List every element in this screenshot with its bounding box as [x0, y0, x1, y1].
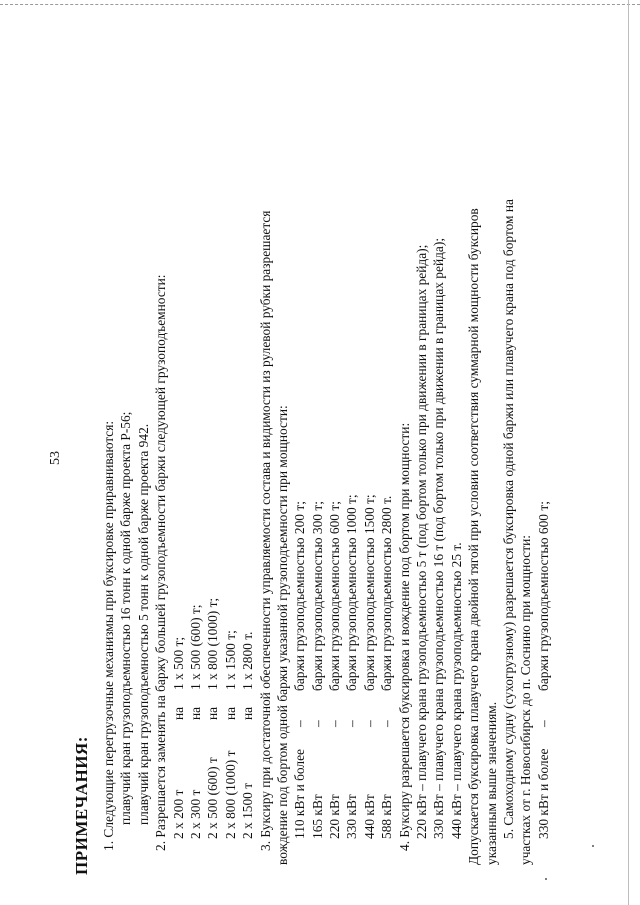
note-2-row	[204, 15, 221, 865]
barge-capacity: баржи грузоподъемностью 2800 т.	[379, 495, 395, 691]
note-3-row	[309, 15, 326, 865]
dash: –	[292, 720, 308, 727]
note-2-row	[222, 15, 239, 865]
barge-from: 2 х 300 т	[187, 789, 203, 839]
note-3-lead-continued: вождение под бортом одной баржи указанной грузоподъемности при мощности:	[274, 405, 290, 865]
dash: –	[535, 720, 551, 727]
barge-to: 1 х 500 (600) т;	[187, 604, 203, 690]
tug-power: 220 кВт	[327, 794, 343, 839]
note-4-extra: Допускается буксировка плавучего крана двойной тягой при условии соответствия суммарной мощности буксиров	[466, 208, 482, 865]
barge-capacity: баржи грузоподъемностью 300 т;	[309, 501, 325, 691]
barge-to: 1 х 800 (1000) т;	[205, 597, 221, 690]
note-2-lead: 2. Разрешается заменять на баржу большей грузоподъемности баржи следующей грузоподъемности:	[153, 274, 169, 851]
note-3-row	[361, 15, 378, 865]
barge-to: 1 х 500 т;	[170, 636, 186, 690]
note-4-lead: 4. Буксиру разрешается буксировка и вождение под бортом при мощности:	[396, 422, 412, 851]
tug-power: 110 кВт и более	[292, 749, 308, 839]
note-4-item: 330 кВт – плавучего крана грузоподъемностью 16 т (под бортом только при движении в границах рейда);	[431, 237, 447, 839]
tug-power: 588 кВт	[379, 794, 395, 839]
dash: –	[361, 720, 377, 727]
note-5-lead-continued: участках от г. Новосибирск до п. Соснино при мощности:	[518, 535, 534, 865]
tug-power: 165 кВт	[309, 794, 325, 839]
dash: –	[379, 720, 395, 727]
dash: –	[344, 720, 360, 727]
conversion-word: на	[170, 706, 186, 720]
note-2-row	[187, 15, 204, 865]
barge-from: 2 х 500 (600) т	[205, 757, 221, 839]
barge-to: 1 х 1500 т;	[222, 630, 238, 690]
note-2-row	[170, 15, 187, 865]
conversion-word: на	[205, 706, 221, 720]
note-1-item: плавучий кран грузоподъемностью 5 тонн к одной барже проекта 942.	[135, 423, 151, 825]
notes-heading: ПРИМЕЧАНИЯ:	[72, 736, 91, 875]
note-1-lead: 1. Следующие перегрузочные механизмы при буксировке приравниваются:	[101, 420, 116, 851]
dash: –	[309, 720, 325, 727]
barge-from: 2 х 800 (1000) т	[222, 750, 238, 839]
barge-capacity: баржи грузоподъемностью 600 т;	[535, 501, 551, 691]
barge-capacity: баржи грузоподъемностью 1000 т;	[344, 494, 360, 691]
tug-power: 440 кВт	[361, 794, 377, 839]
page-number: 53	[48, 451, 63, 465]
tug-power: 330 кВт и более	[535, 748, 551, 839]
note-4-extra-continued: указанным выше значениям.	[483, 701, 499, 865]
conversion-word: на	[187, 706, 203, 720]
barge-from: 2 х 200 т	[170, 789, 186, 839]
note-5-row	[535, 15, 552, 865]
barge-to: 1 х 2800 т.	[240, 631, 256, 690]
conversion-word: на	[222, 706, 238, 720]
note-2-row	[239, 15, 256, 865]
tug-power: 330 кВт	[344, 794, 360, 839]
conversion-word: на	[240, 706, 256, 720]
note-4-item: 220 кВт – плавучего крана грузоподъемностью 5 т (под бортом только при движении в границах рейда);	[414, 244, 430, 839]
barge-from: 2 х 1500 т	[240, 782, 256, 839]
note-1-item: плавучий кран грузоподъемностью 16 тонн к одной барже проекта Р-56;	[118, 411, 134, 825]
barge-capacity: баржи грузоподъемностью 200 т;	[292, 501, 308, 691]
notes-body	[100, 15, 552, 865]
barge-capacity: баржи грузоподъемностью 1500 т;	[361, 494, 377, 691]
note-3-row	[343, 15, 360, 865]
note-3-row	[378, 15, 395, 865]
note-5-lead: 5. Самоходному судну (сухогрузному) разрешается буксировка одной баржи или плавучего крана под бортом на	[500, 199, 516, 839]
dash: –	[327, 720, 343, 727]
barge-capacity: баржи грузоподъемностью 600 т;	[327, 501, 343, 691]
note-4-item: 440 кВт – плавучего крана грузоподъемностью 25 т.	[448, 542, 464, 839]
note-3-row	[326, 15, 343, 865]
note-3-lead: 3. Буксиру при достаточной обеспеченности управляемости состава и видимости из рулевой рубки разрешается	[257, 210, 273, 851]
note-3-row	[291, 15, 308, 865]
